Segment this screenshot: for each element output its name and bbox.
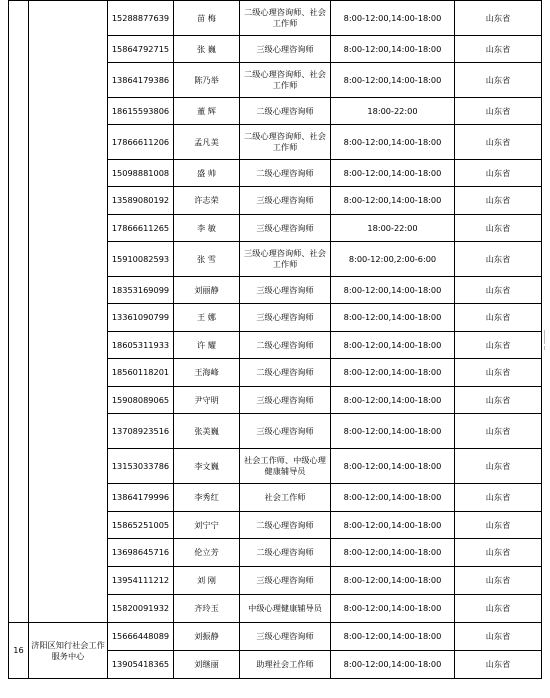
province-cell: 山东省 <box>455 187 542 215</box>
hours-cell: 8:00-12:00,14:00-18:00 <box>331 623 455 651</box>
name-cell: 许志荣 <box>174 187 240 215</box>
qualification-cell: 三级心理咨询师 <box>240 304 331 332</box>
name-cell: 董 辉 <box>174 98 240 125</box>
qualification-cell: 三级心理咨询师 <box>240 215 331 242</box>
org-cell <box>29 1 108 623</box>
phone-cell: 13589080192 <box>108 187 174 215</box>
phone-cell: 18353169099 <box>108 277 174 304</box>
province-cell: 山东省 <box>455 595 542 623</box>
phone-cell: 18605311933 <box>108 332 174 359</box>
name-cell: 张 巍 <box>174 36 240 63</box>
phone-cell: 13153033786 <box>108 449 174 484</box>
phone-cell: 15820091932 <box>108 595 174 623</box>
province-cell: 山东省 <box>455 63 542 98</box>
province-cell: 山东省 <box>455 98 542 125</box>
hours-cell: 18:00-22:00 <box>331 215 455 242</box>
qualification-cell: 三级心理咨询师 <box>240 277 331 304</box>
name-cell: 李秀红 <box>174 484 240 512</box>
qualification-cell: 二级心理咨询师 <box>240 359 331 387</box>
qualification-cell: 二级心理咨询师 <box>240 512 331 539</box>
hours-cell: 8:00-12:00,14:00-18:00 <box>331 36 455 63</box>
name-cell: 齐玲玉 <box>174 595 240 623</box>
hours-cell: 8:00-12:00,14:00-18:00 <box>331 1 455 36</box>
name-cell: 张美巍 <box>174 414 240 449</box>
name-cell: 张 雪 <box>174 242 240 277</box>
table-body <box>9 1 542 679</box>
hours-cell: 8:00-12:00,14:00-18:00 <box>331 277 455 304</box>
hours-cell: 8:00-12:00,14:00-18:00 <box>331 651 455 679</box>
phone-cell: 15865251005 <box>108 512 174 539</box>
qualification-cell: 三级心理咨询师 <box>240 36 331 63</box>
province-cell: 山东省 <box>455 567 542 595</box>
counselor-table <box>8 0 542 679</box>
phone-cell: 15666448089 <box>108 623 174 651</box>
hours-cell: 8:00-12:00,2:00-6:00 <box>331 242 455 277</box>
phone-cell: 15288877639 <box>108 1 174 36</box>
province-cell: 山东省 <box>455 359 542 387</box>
phone-cell: 15908089065 <box>108 387 174 414</box>
qualification-cell: 二级心理咨询师、社会工作师 <box>240 1 331 36</box>
qualification-cell: 中级心理健康辅导员 <box>240 595 331 623</box>
phone-cell: 13864179996 <box>108 484 174 512</box>
name-cell: 陈乃举 <box>174 63 240 98</box>
phone-cell: 13698645716 <box>108 539 174 567</box>
name-cell: 刘继丽 <box>174 651 240 679</box>
qualification-cell: 三级心理咨询师、社会工作师 <box>240 242 331 277</box>
province-cell: 山东省 <box>455 414 542 449</box>
qualification-cell: 二级心理咨询师、社会工作师 <box>240 63 331 98</box>
province-cell: 山东省 <box>455 242 542 277</box>
province-cell: 山东省 <box>455 215 542 242</box>
name-cell: 苗 梅 <box>174 1 240 36</box>
province-cell: 山东省 <box>455 387 542 414</box>
hours-cell: 8:00-12:00,14:00-18:00 <box>331 595 455 623</box>
hours-cell: 8:00-12:00,14:00-18:00 <box>331 332 455 359</box>
phone-cell: 13708923516 <box>108 414 174 449</box>
name-cell: 刘 刚 <box>174 567 240 595</box>
name-cell: 许 耀 <box>174 332 240 359</box>
qualification-cell: 二级心理咨询师 <box>240 332 331 359</box>
qualification-cell: 二级心理咨询师 <box>240 539 331 567</box>
name-cell: 孟凡美 <box>174 125 240 160</box>
page-edge-marker <box>544 330 550 344</box>
province-cell: 山东省 <box>455 160 542 187</box>
hours-cell: 8:00-12:00,14:00-18:00 <box>331 539 455 567</box>
qualification-cell: 三级心理咨询师 <box>240 387 331 414</box>
table-row <box>9 623 542 651</box>
hours-cell: 8:00-12:00,14:00-18:00 <box>331 63 455 98</box>
phone-cell: 17866611265 <box>108 215 174 242</box>
phone-cell: 15910082593 <box>108 242 174 277</box>
province-cell: 山东省 <box>455 449 542 484</box>
phone-cell: 17866611206 <box>108 125 174 160</box>
hours-cell: 8:00-12:00,14:00-18:00 <box>331 304 455 332</box>
phone-cell: 15098881008 <box>108 160 174 187</box>
qualification-cell: 二级心理咨询师 <box>240 98 331 125</box>
hours-cell: 8:00-12:00,14:00-18:00 <box>331 484 455 512</box>
name-cell: 刘丽静 <box>174 277 240 304</box>
seq-cell: 16 <box>9 623 29 679</box>
province-cell: 山东省 <box>455 332 542 359</box>
name-cell: 尹守明 <box>174 387 240 414</box>
name-cell: 刘振静 <box>174 623 240 651</box>
name-cell: 盛 帅 <box>174 160 240 187</box>
province-cell: 山东省 <box>455 277 542 304</box>
phone-cell: 13361090799 <box>108 304 174 332</box>
province-cell: 山东省 <box>455 125 542 160</box>
name-cell: 王 娜 <box>174 304 240 332</box>
name-cell: 李文巍 <box>174 449 240 484</box>
phone-cell: 13954111212 <box>108 567 174 595</box>
qualification-cell: 二级心理咨询师 <box>240 160 331 187</box>
qualification-cell: 三级心理咨询师 <box>240 414 331 449</box>
hours-cell: 8:00-12:00,14:00-18:00 <box>331 160 455 187</box>
qualification-cell: 三级心理咨询师 <box>240 187 331 215</box>
hours-cell: 8:00-12:00,14:00-18:00 <box>331 187 455 215</box>
page-edge-marker <box>544 346 550 350</box>
table-row <box>9 1 542 36</box>
hours-cell: 18:00-22:00 <box>331 98 455 125</box>
hours-cell: 8:00-12:00,14:00-18:00 <box>331 359 455 387</box>
province-cell: 山东省 <box>455 304 542 332</box>
province-cell: 山东省 <box>455 623 542 651</box>
qualification-cell: 社会工作师 <box>240 484 331 512</box>
hours-cell: 8:00-12:00,14:00-18:00 <box>331 125 455 160</box>
name-cell: 刘宁宁 <box>174 512 240 539</box>
province-cell: 山东省 <box>455 539 542 567</box>
province-cell: 山东省 <box>455 484 542 512</box>
phone-cell: 13905418365 <box>108 651 174 679</box>
qualification-cell: 二级心理咨询师、社会工作师 <box>240 125 331 160</box>
phone-cell: 18560118201 <box>108 359 174 387</box>
name-cell: 王海峰 <box>174 359 240 387</box>
province-cell: 山东省 <box>455 512 542 539</box>
qualification-cell: 社会工作师、中级心理健康辅导员 <box>240 449 331 484</box>
province-cell: 山东省 <box>455 651 542 679</box>
qualification-cell: 助理社会工作师 <box>240 651 331 679</box>
qualification-cell: 三级心理咨询师 <box>240 567 331 595</box>
qualification-cell: 三级心理咨询师 <box>240 623 331 651</box>
seq-cell <box>9 1 29 623</box>
province-cell: 山东省 <box>455 36 542 63</box>
hours-cell: 8:00-12:00,14:00-18:00 <box>331 512 455 539</box>
hours-cell: 8:00-12:00,14:00-18:00 <box>331 414 455 449</box>
name-cell: 李 敏 <box>174 215 240 242</box>
province-cell: 山东省 <box>455 1 542 36</box>
hours-cell: 8:00-12:00,14:00-18:00 <box>331 387 455 414</box>
name-cell: 伦立芳 <box>174 539 240 567</box>
hours-cell: 8:00-12:00,14:00-18:00 <box>331 567 455 595</box>
org-cell: 济阳区知行社会工作服务中心 <box>29 623 108 679</box>
phone-cell: 18615593806 <box>108 98 174 125</box>
phone-cell: 13864179386 <box>108 63 174 98</box>
phone-cell: 15864792715 <box>108 36 174 63</box>
hours-cell: 8:00-12:00,14:00-18:00 <box>331 449 455 484</box>
